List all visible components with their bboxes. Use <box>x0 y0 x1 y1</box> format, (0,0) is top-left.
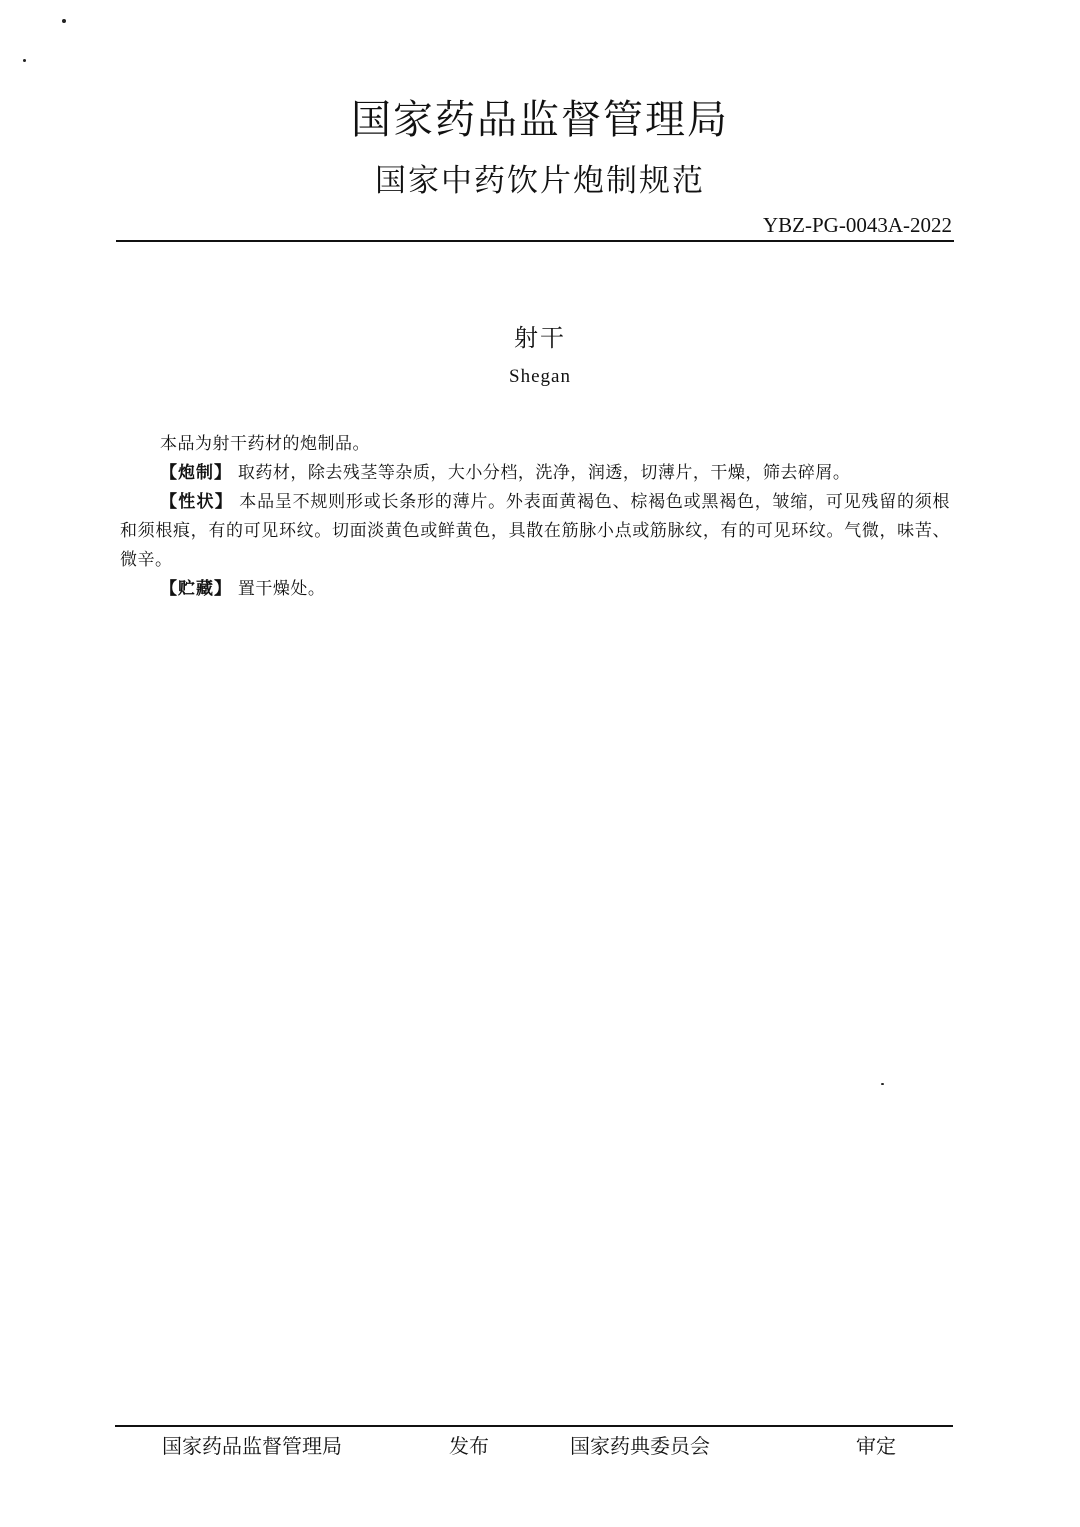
footer-publish-label: 发布 <box>449 1434 489 1458</box>
character-text: 本品呈不规则形或长条形的薄片。外表面黄褐色、棕褐色或黑褐色，皱缩，可见残留的须根和须根痕，有的可见环纹。切面淡黄色或鲜黄色，具散在筋脉小点或筋脉纹，有的可见环纹。气微，味苦、微辛。 <box>120 492 951 570</box>
processing-paragraph <box>120 459 950 488</box>
storage-paragraph <box>120 575 950 604</box>
scan-speck <box>23 59 26 62</box>
footer-publisher: 国家药品监督管理局 <box>162 1434 342 1458</box>
standard-code: YBZ-PG-0043A-2022 <box>763 213 952 237</box>
character-label: 【性状】 <box>160 492 234 512</box>
processing-label: 【炮制】 <box>160 463 232 483</box>
drug-name-chinese: 射干 <box>514 324 566 352</box>
standard-title: 国家中药饮片炮制规范 <box>375 163 705 199</box>
footer-reviewer: 国家药典委员会 <box>570 1434 710 1458</box>
intro-paragraph: 本品为射干药材的炮制品。 <box>160 434 370 454</box>
footer-review-label: 审定 <box>856 1434 896 1458</box>
header-divider <box>116 240 954 242</box>
storage-label: 【贮藏】 <box>160 579 232 599</box>
scan-speck <box>62 19 66 23</box>
footer-divider <box>115 1425 953 1427</box>
monograph-body <box>120 430 950 604</box>
storage-text: 置干燥处。 <box>237 579 326 599</box>
scan-speck <box>881 1083 884 1085</box>
character-paragraph <box>120 488 950 575</box>
organization-title: 国家药品监督管理局 <box>351 97 729 143</box>
processing-text: 取药材，除去残茎等杂质，大小分档，洗净，润透，切薄片，干燥，筛去碎屑。 <box>237 463 851 483</box>
drug-name-pinyin: Shegan <box>509 366 571 387</box>
